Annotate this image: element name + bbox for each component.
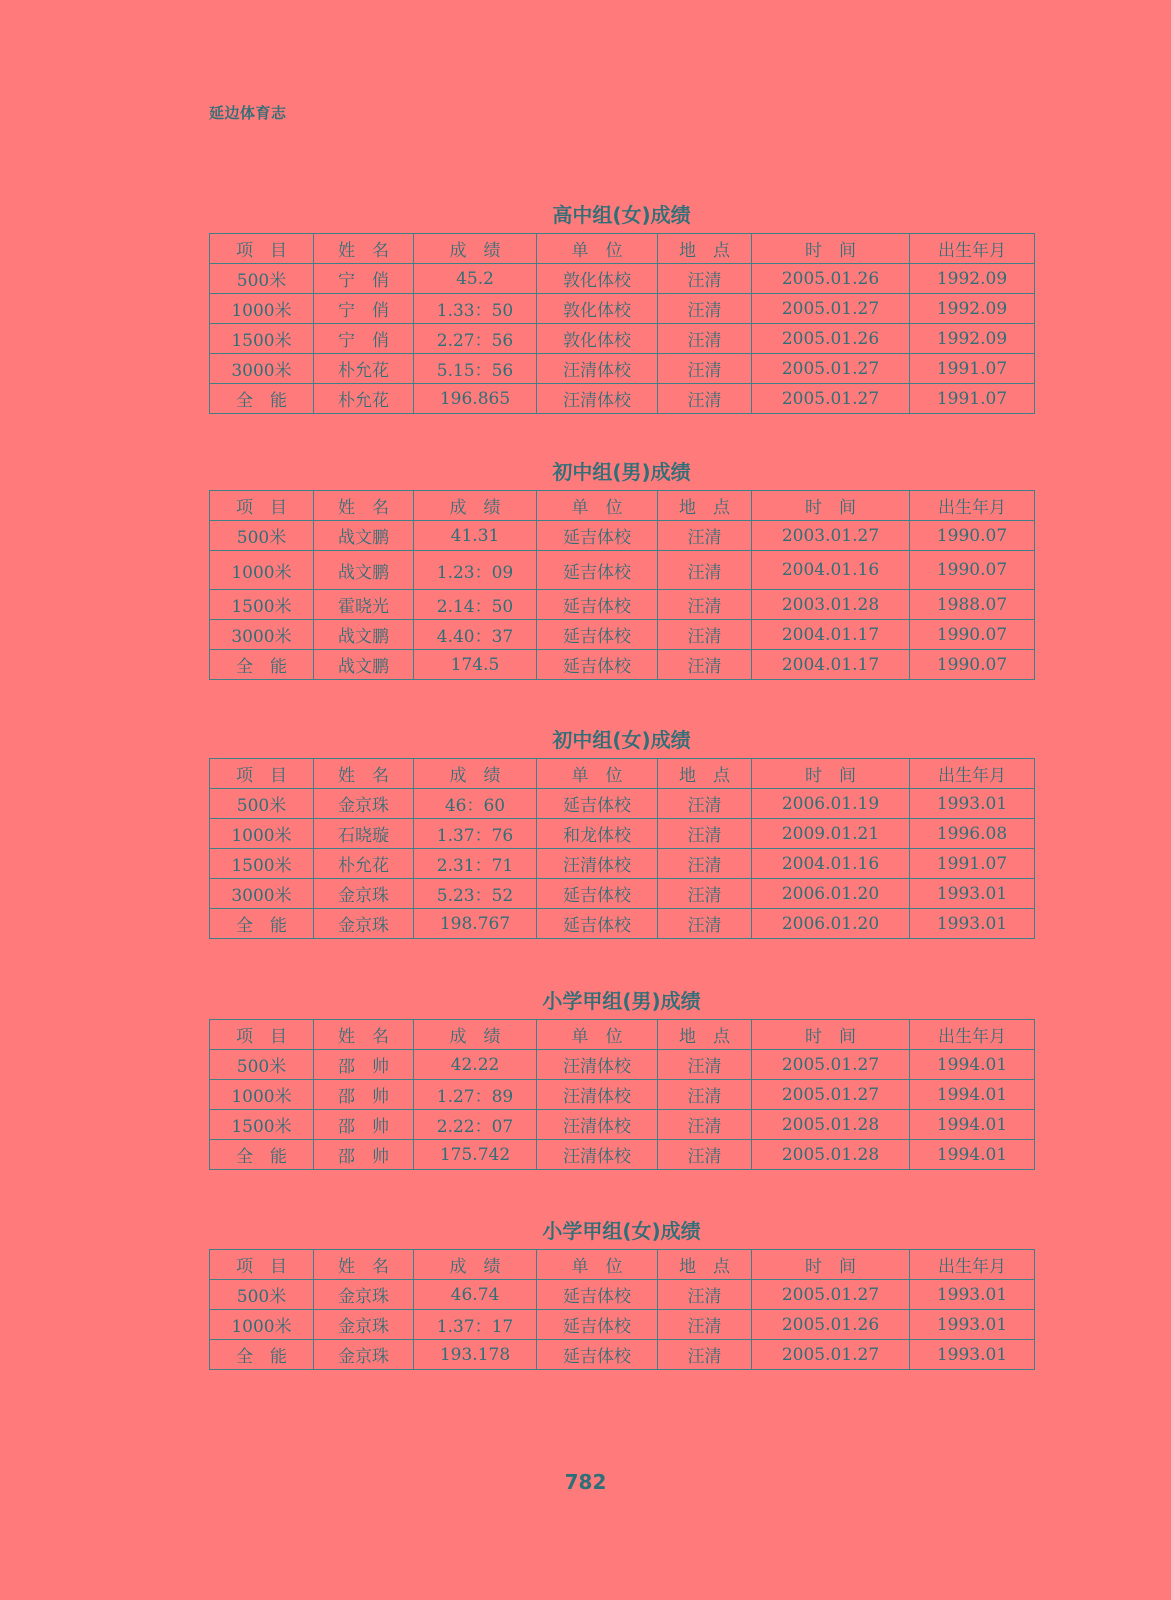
table-cell: 1993.01: [910, 789, 1035, 819]
table-cell: 3000米: [210, 354, 314, 384]
column-header: 时 间: [752, 1250, 910, 1280]
table-cell: 1500米: [210, 590, 314, 620]
results-table: [209, 758, 1035, 939]
table-cell: 1.23：09: [414, 551, 537, 590]
table-cell: 金京珠: [314, 1280, 414, 1310]
table-cell: 2005.01.26: [752, 1310, 910, 1340]
table-cell: 延吉体校: [537, 1280, 658, 1310]
table-cell: 汪清: [658, 590, 752, 620]
table-cell: 46：60: [414, 789, 537, 819]
table-cell: 全 能: [210, 1340, 314, 1370]
column-header: 地 点: [658, 759, 752, 789]
table-cell: 汪清: [658, 551, 752, 590]
table-cell: 战文鹏: [314, 620, 414, 650]
table-cell: 霍晓光: [314, 590, 414, 620]
table-cell: 45.2: [414, 264, 537, 294]
table-cell: 1991.07: [910, 849, 1035, 879]
table-cell: 198.767: [414, 909, 537, 939]
table-row: [210, 879, 1035, 909]
table-cell: 2006.01.20: [752, 909, 910, 939]
table-row: [210, 354, 1035, 384]
table-cell: 1.37：76: [414, 819, 537, 849]
column-header: 出生年月: [910, 759, 1035, 789]
table-cell: 1500米: [210, 849, 314, 879]
column-header: 项 目: [210, 1020, 314, 1050]
table-cell: 1994.01: [910, 1050, 1035, 1080]
table-cell: 500米: [210, 1280, 314, 1310]
table-row: [210, 551, 1035, 590]
column-header: 成 绩: [414, 759, 537, 789]
table-cell: 汪清: [658, 879, 752, 909]
column-header: 单 位: [537, 1250, 658, 1280]
results-table: [209, 1019, 1035, 1170]
table-cell: 金京珠: [314, 1340, 414, 1370]
table-cell: 2006.01.19: [752, 789, 910, 819]
table-cell: 1990.07: [910, 521, 1035, 551]
table-cell: 1994.01: [910, 1080, 1035, 1110]
table-cell: 全 能: [210, 650, 314, 680]
page-number: 782: [564, 1470, 607, 1494]
table-cell: 战文鹏: [314, 551, 414, 590]
table-cell: 3000米: [210, 620, 314, 650]
table-cell: 汪清: [658, 909, 752, 939]
column-header: 项 目: [210, 234, 314, 264]
table-row: [210, 1050, 1035, 1080]
table-cell: 敦化体校: [537, 324, 658, 354]
table-cell: 敦化体校: [537, 264, 658, 294]
table-cell: 1994.01: [910, 1110, 1035, 1140]
table-cell: 500米: [210, 521, 314, 551]
table-cell: 汪清: [658, 1080, 752, 1110]
column-header: 成 绩: [414, 1020, 537, 1050]
table-row: [210, 294, 1035, 324]
table-cell: 2006.01.20: [752, 879, 910, 909]
table-cell: 1991.07: [910, 354, 1035, 384]
table-row: [210, 1340, 1035, 1370]
table-cell: 1.37：17: [414, 1310, 537, 1340]
table-cell: 5.15：56: [414, 354, 537, 384]
table-header-row: [210, 1020, 1035, 1050]
table-cell: 战文鹏: [314, 521, 414, 551]
table-cell: 汪清体校: [537, 384, 658, 414]
column-header: 地 点: [658, 1020, 752, 1050]
table-cell: 2005.01.27: [752, 294, 910, 324]
table-cell: 2005.01.27: [752, 1280, 910, 1310]
table-cell: 汪清: [658, 819, 752, 849]
table-row: [210, 521, 1035, 551]
column-header: 姓 名: [314, 1250, 414, 1280]
table-cell: 延吉体校: [537, 909, 658, 939]
column-header: 出生年月: [910, 1250, 1035, 1280]
table-cell: 汪清: [658, 1340, 752, 1370]
table-cell: 500米: [210, 1050, 314, 1080]
table-cell: 1993.01: [910, 879, 1035, 909]
table-cell: 1000米: [210, 1310, 314, 1340]
table-cell: 汪清: [658, 294, 752, 324]
table-cell: 1.27：89: [414, 1080, 537, 1110]
table-cell: 2005.01.26: [752, 264, 910, 294]
table-row: [210, 1280, 1035, 1310]
table-cell: 石晓璇: [314, 819, 414, 849]
table-cell: 邵 帅: [314, 1050, 414, 1080]
results-section: [209, 983, 1034, 1170]
table-cell: 2.31：71: [414, 849, 537, 879]
table-cell: 2.14：50: [414, 590, 537, 620]
table-header-row: [210, 491, 1035, 521]
table-cell: 延吉体校: [537, 521, 658, 551]
table-header-row: [210, 1250, 1035, 1280]
table-cell: 1996.08: [910, 819, 1035, 849]
table-row: [210, 590, 1035, 620]
table-cell: 宁 俏: [314, 264, 414, 294]
table-cell: 延吉体校: [537, 789, 658, 819]
table-cell: 宁 俏: [314, 324, 414, 354]
table-cell: 汪清体校: [537, 1080, 658, 1110]
table-cell: 汪清: [658, 1110, 752, 1140]
section-title: 高中组(女)成绩: [552, 203, 691, 227]
table-row: [210, 650, 1035, 680]
table-cell: 2005.01.26: [752, 324, 910, 354]
results-section: [209, 197, 1034, 414]
column-header: 姓 名: [314, 234, 414, 264]
table-cell: 汪清体校: [537, 1110, 658, 1140]
table-cell: 全 能: [210, 909, 314, 939]
results-table: [209, 490, 1035, 680]
table-cell: 汪清: [658, 789, 752, 819]
table-cell: 汪清: [658, 1280, 752, 1310]
table-cell: 延吉体校: [537, 590, 658, 620]
results-section: [209, 454, 1034, 680]
table-cell: 汪清: [658, 521, 752, 551]
table-cell: 延吉体校: [537, 620, 658, 650]
column-header: 地 点: [658, 491, 752, 521]
table-row: [210, 1140, 1035, 1170]
column-header: 单 位: [537, 491, 658, 521]
table-cell: 1990.07: [910, 551, 1035, 590]
table-cell: 193.178: [414, 1340, 537, 1370]
table-cell: 1500米: [210, 1110, 314, 1140]
column-header: 时 间: [752, 759, 910, 789]
column-header: 地 点: [658, 1250, 752, 1280]
column-header: 项 目: [210, 759, 314, 789]
table-cell: 汪清: [658, 1140, 752, 1170]
table-cell: 和龙体校: [537, 819, 658, 849]
table-cell: 2004.01.16: [752, 849, 910, 879]
table-cell: 1994.01: [910, 1140, 1035, 1170]
table-cell: 延吉体校: [537, 551, 658, 590]
table-cell: 2003.01.28: [752, 590, 910, 620]
table-cell: 汪清: [658, 354, 752, 384]
results-section: [209, 1213, 1034, 1370]
table-cell: 1000米: [210, 294, 314, 324]
table-cell: 汪清: [658, 1310, 752, 1340]
column-header: 时 间: [752, 1020, 910, 1050]
table-cell: 174.5: [414, 650, 537, 680]
table-cell: 2005.01.27: [752, 354, 910, 384]
section-title: 小学甲组(男)成绩: [542, 989, 701, 1013]
table-cell: 延吉体校: [537, 1340, 658, 1370]
table-row: [210, 909, 1035, 939]
table-cell: 邵 帅: [314, 1110, 414, 1140]
table-cell: 金京珠: [314, 789, 414, 819]
table-cell: 1991.07: [910, 384, 1035, 414]
column-header: 出生年月: [910, 234, 1035, 264]
table-cell: 邵 帅: [314, 1140, 414, 1170]
column-header: 单 位: [537, 759, 658, 789]
table-cell: 汪清: [658, 264, 752, 294]
table-cell: 战文鹏: [314, 650, 414, 680]
table-cell: 汪清: [658, 849, 752, 879]
table-cell: 500米: [210, 789, 314, 819]
table-cell: 汪清: [658, 620, 752, 650]
table-cell: 2004.01.17: [752, 650, 910, 680]
table-cell: 延吉体校: [537, 879, 658, 909]
results-table: [209, 233, 1035, 414]
table-cell: 1000米: [210, 1080, 314, 1110]
table-header-row: [210, 759, 1035, 789]
column-header: 成 绩: [414, 1250, 537, 1280]
column-header: 姓 名: [314, 759, 414, 789]
running-head: 延边体育志: [209, 104, 287, 122]
table-cell: 500米: [210, 264, 314, 294]
table-cell: 196.865: [414, 384, 537, 414]
column-header: 成 绩: [414, 491, 537, 521]
table-cell: 延吉体校: [537, 650, 658, 680]
table-cell: 1993.01: [910, 1340, 1035, 1370]
table-row: [210, 789, 1035, 819]
table-cell: 4.40：37: [414, 620, 537, 650]
column-header: 单 位: [537, 234, 658, 264]
table-row: [210, 1110, 1035, 1140]
column-header: 姓 名: [314, 1020, 414, 1050]
table-cell: 朴允花: [314, 384, 414, 414]
column-header: 出生年月: [910, 1020, 1035, 1050]
table-row: [210, 819, 1035, 849]
table-cell: 金京珠: [314, 879, 414, 909]
table-cell: 2005.01.27: [752, 1340, 910, 1370]
table-cell: 2005.01.27: [752, 1080, 910, 1110]
table-cell: 汪清体校: [537, 1140, 658, 1170]
table-cell: 全 能: [210, 384, 314, 414]
column-header: 项 目: [210, 491, 314, 521]
table-header-row: [210, 234, 1035, 264]
table-cell: 1992.09: [910, 264, 1035, 294]
table-row: [210, 324, 1035, 354]
table-cell: 延吉体校: [537, 1310, 658, 1340]
table-cell: 1988.07: [910, 590, 1035, 620]
table-cell: 汪清体校: [537, 849, 658, 879]
table-cell: 金京珠: [314, 1310, 414, 1340]
table-cell: 3000米: [210, 879, 314, 909]
table-cell: 2009.01.21: [752, 819, 910, 849]
table-cell: 2.27：56: [414, 324, 537, 354]
table-cell: 邵 帅: [314, 1080, 414, 1110]
table-cell: 汪清: [658, 650, 752, 680]
table-cell: 1990.07: [910, 620, 1035, 650]
table-row: [210, 849, 1035, 879]
column-header: 成 绩: [414, 234, 537, 264]
table-cell: 2005.01.28: [752, 1140, 910, 1170]
column-header: 姓 名: [314, 491, 414, 521]
table-cell: 汪清: [658, 324, 752, 354]
table-cell: 5.23：52: [414, 879, 537, 909]
column-header: 出生年月: [910, 491, 1035, 521]
table-cell: 1500米: [210, 324, 314, 354]
column-header: 单 位: [537, 1020, 658, 1050]
table-cell: 全 能: [210, 1140, 314, 1170]
column-header: 地 点: [658, 234, 752, 264]
column-header: 时 间: [752, 234, 910, 264]
table-cell: 2005.01.27: [752, 384, 910, 414]
table-cell: 汪清体校: [537, 1050, 658, 1080]
table-cell: 朴允花: [314, 849, 414, 879]
table-cell: 42.22: [414, 1050, 537, 1080]
table-cell: 1993.01: [910, 1310, 1035, 1340]
table-row: [210, 1080, 1035, 1110]
table-cell: 2003.01.27: [752, 521, 910, 551]
table-cell: 朴允花: [314, 354, 414, 384]
table-cell: 1992.09: [910, 324, 1035, 354]
results-table: [209, 1249, 1035, 1370]
table-cell: 2.22：07: [414, 1110, 537, 1140]
table-cell: 1000米: [210, 551, 314, 590]
table-cell: 175.742: [414, 1140, 537, 1170]
table-row: [210, 264, 1035, 294]
table-row: [210, 384, 1035, 414]
table-cell: 46.74: [414, 1280, 537, 1310]
column-header: 时 间: [752, 491, 910, 521]
table-cell: 汪清: [658, 384, 752, 414]
table-cell: 1990.07: [910, 650, 1035, 680]
table-cell: 汪清: [658, 1050, 752, 1080]
table-cell: 敦化体校: [537, 294, 658, 324]
table-cell: 宁 俏: [314, 294, 414, 324]
results-section: [209, 722, 1034, 939]
table-cell: 2005.01.28: [752, 1110, 910, 1140]
table-cell: 金京珠: [314, 909, 414, 939]
table-cell: 2004.01.16: [752, 551, 910, 590]
table-cell: 2004.01.17: [752, 620, 910, 650]
table-cell: 1993.01: [910, 909, 1035, 939]
table-cell: 1000米: [210, 819, 314, 849]
table-cell: 41.31: [414, 521, 537, 551]
table-cell: 2005.01.27: [752, 1050, 910, 1080]
table-row: [210, 620, 1035, 650]
section-title: 小学甲组(女)成绩: [542, 1219, 701, 1243]
table-cell: 1992.09: [910, 294, 1035, 324]
table-row: [210, 1310, 1035, 1340]
table-cell: 汪清体校: [537, 354, 658, 384]
column-header: 项 目: [210, 1250, 314, 1280]
table-cell: 1993.01: [910, 1280, 1035, 1310]
table-cell: 1.33：50: [414, 294, 537, 324]
section-title: 初中组(男)成绩: [552, 460, 691, 484]
section-title: 初中组(女)成绩: [552, 728, 691, 752]
